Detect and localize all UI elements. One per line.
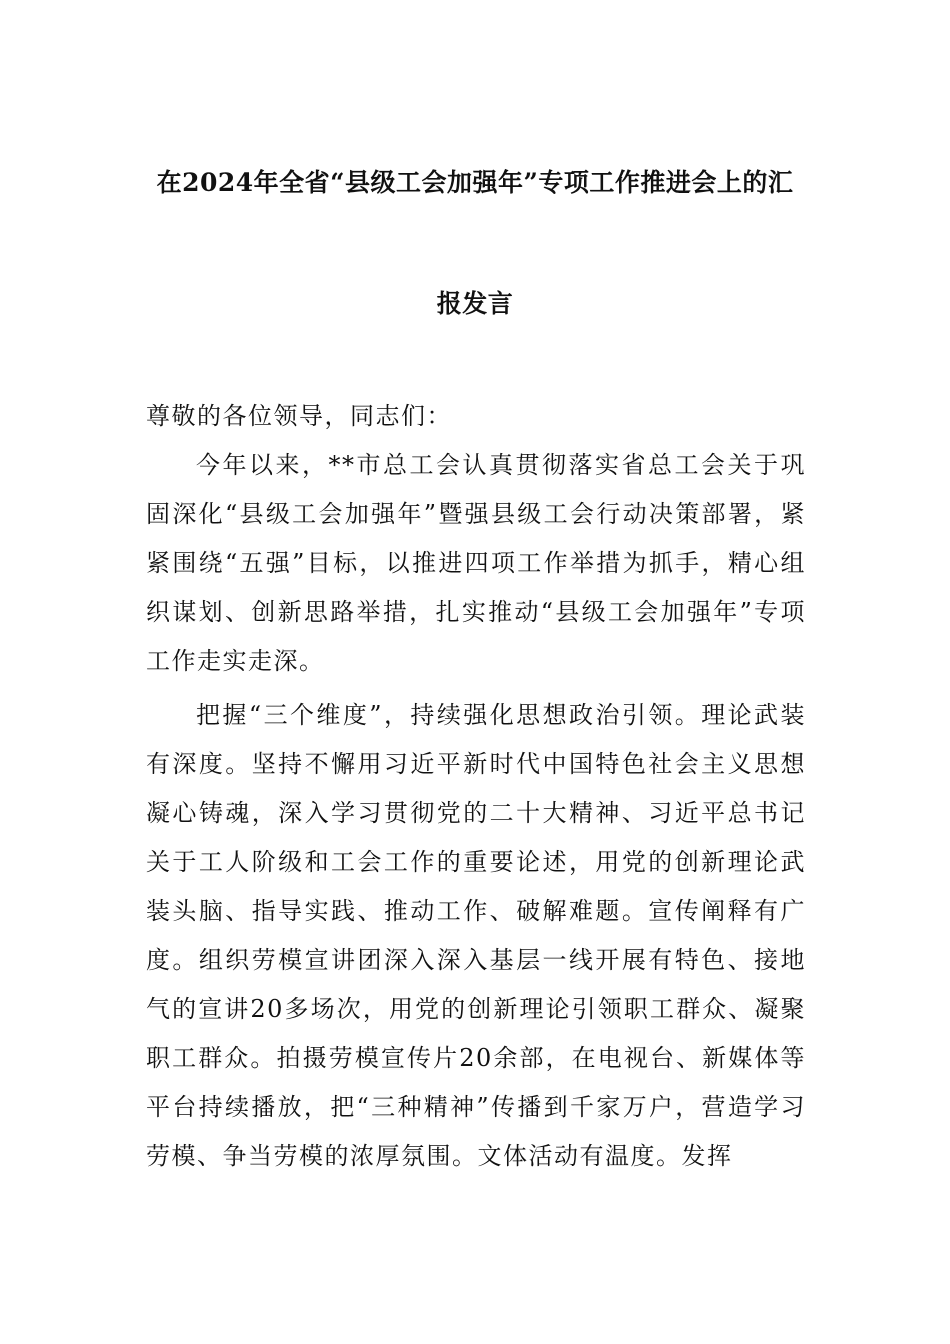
document-title-line-1: 在2024年全省“县级工会加强年”专项工作推进会上的汇 <box>156 168 794 197</box>
paragraph-text: 把握“三个维度”，持续强化思想政治引领。理论武装有深度。坚持不懈用习近平新时代中国特色社会主义思想凝心铸魂，深入学习贯彻党的二十大精神、习近平总书记关于工人阶级和工会工作的重要论述，用党的创新理论武装头脑、指导实践、推动工作、破解难题。宣传阐释有广度。组织劳模宣讲团深入深入基层一线开展有特色、接地气的宣讲20多场次，用党的创新理论引领职工群众、凝聚职工群众。拍摄劳模宣传片20余部，在电视台、新媒体等平台持续播放，把“三种精神”传播到千家万户，营造学习劳模、争当劳模的浓厚氛围。文体活动有温度。发挥 <box>146 701 806 1170</box>
salutation: 尊敬的各位领导，同志们： <box>146 402 452 430</box>
paragraph-ideology <box>146 691 806 1181</box>
paragraph-text: 今年以来，**市总工会认真贯彻落实省总工会关于巩固深化“县级工会加强年”暨强县级工会行动决策部署，紧紧围绕“五强”目标，以推进四项工作举措为抓手，精心组织谋划、创新思路举措，扎实推动“县级工会加强年”专项工作走实走深。 <box>146 451 806 675</box>
document-title-line-2: 报发言 <box>436 289 514 318</box>
paragraph-intro <box>146 441 806 686</box>
